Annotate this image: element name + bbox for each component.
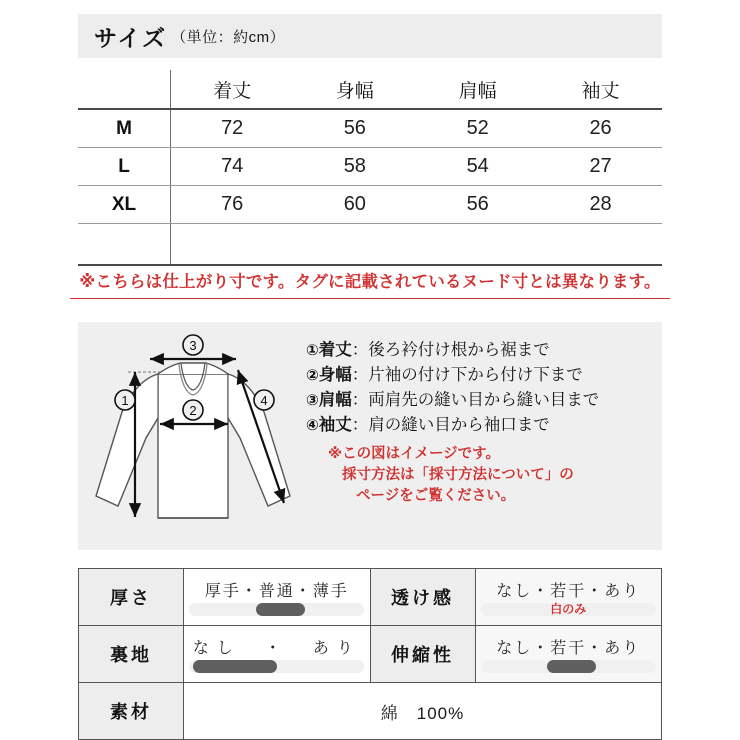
legend-sep-2: ： bbox=[351, 366, 369, 384]
spec-options-stretch: なし・若干・あり bbox=[496, 640, 641, 657]
cell-l-3: 27 bbox=[539, 148, 662, 186]
size-label-l: L bbox=[78, 148, 171, 186]
cell-m-1: 56 bbox=[293, 109, 416, 148]
legend-number-3: ③ bbox=[306, 392, 319, 409]
column-header-2: 肩幅 bbox=[416, 70, 539, 109]
spec-label-sheerness: 透け感 bbox=[370, 569, 475, 626]
table-corner-cell bbox=[78, 70, 171, 109]
cell-m-3: 26 bbox=[539, 109, 662, 148]
legend-term-3: 肩幅 bbox=[318, 391, 352, 409]
legend-term-1: 着丈 bbox=[318, 341, 352, 359]
legend-term-2: 身幅 bbox=[318, 366, 352, 384]
column-header-3: 袖丈 bbox=[539, 70, 662, 109]
cell-empty-2 bbox=[416, 224, 539, 266]
measurement-legend bbox=[306, 338, 656, 507]
diagram-disclaimer bbox=[328, 444, 656, 507]
spec-label-thickness: 厚さ bbox=[79, 569, 184, 626]
column-header-1: 身幅 bbox=[293, 70, 416, 109]
fabric-spec-table bbox=[78, 568, 662, 740]
legend-number-1: ① bbox=[306, 342, 319, 359]
table-row-empty bbox=[78, 224, 662, 266]
legend-desc-2: 片袖の付け下から付け下まで bbox=[368, 366, 583, 384]
spec-row-thickness-sheerness bbox=[79, 569, 662, 626]
spec-options-lining: なし ・ あり bbox=[192, 640, 361, 657]
cell-m-2: 52 bbox=[416, 109, 539, 148]
size-label-empty bbox=[78, 224, 171, 266]
disclaimer-line-1: ※この図はイメージです。 bbox=[328, 446, 501, 462]
long-sleeve-shirt-diagram bbox=[88, 328, 303, 544]
disclaimer-line-2: 採寸方法は「採寸方法について」の bbox=[342, 467, 574, 483]
legend-item-3 bbox=[306, 388, 656, 413]
measurement-diagram-panel bbox=[78, 322, 662, 550]
svg-text:4: 4 bbox=[260, 393, 268, 408]
legend-desc-3: 両肩先の縫い目から縫い目まで bbox=[368, 391, 600, 409]
table-row bbox=[78, 148, 662, 186]
cell-xl-3: 28 bbox=[539, 186, 662, 224]
legend-item-1 bbox=[306, 338, 656, 363]
cell-l-2: 54 bbox=[416, 148, 539, 186]
cell-empty-3 bbox=[539, 224, 662, 266]
legend-item-2 bbox=[306, 363, 656, 388]
svg-text:2: 2 bbox=[189, 403, 197, 418]
legend-sep-3: ： bbox=[351, 391, 369, 409]
spec-options-thickness: 厚手・普通・薄手 bbox=[204, 583, 349, 600]
cell-empty-1 bbox=[293, 224, 416, 266]
diagram-marker-2 bbox=[183, 400, 203, 420]
diagram-marker-3 bbox=[183, 335, 203, 355]
spec-slider-lining bbox=[189, 660, 364, 673]
diagram-marker-4 bbox=[254, 390, 274, 410]
spec-row-material bbox=[79, 683, 662, 740]
spec-label-stretch: 伸縮性 bbox=[370, 626, 475, 683]
size-measurements-table bbox=[78, 70, 662, 266]
cell-l-0: 74 bbox=[171, 148, 294, 186]
spec-label-material: 素材 bbox=[79, 683, 184, 740]
spec-value-lining bbox=[184, 626, 371, 683]
table-row bbox=[78, 109, 662, 148]
legend-sep-4: ： bbox=[351, 416, 369, 434]
spec-value-sheerness bbox=[475, 569, 662, 626]
size-label-m: M bbox=[78, 109, 171, 148]
page-title-unit: （単位：約cm） bbox=[171, 28, 286, 46]
table-row bbox=[78, 186, 662, 224]
cell-l-1: 58 bbox=[293, 148, 416, 186]
svg-text:1: 1 bbox=[121, 393, 129, 408]
legend-term-4: 袖丈 bbox=[318, 416, 352, 434]
spec-value-stretch bbox=[475, 626, 662, 683]
spec-slider-pill-lining bbox=[193, 660, 277, 673]
page-title: サイズ bbox=[94, 24, 168, 51]
legend-number-2: ② bbox=[306, 367, 319, 384]
fit-size-notice: ※こちらは仕上がり寸です。タグに記載されているヌード寸とは異なります。 bbox=[70, 268, 670, 299]
size-label-xl: XL bbox=[78, 186, 171, 224]
spec-slider-pill-stretch bbox=[547, 660, 596, 673]
legend-desc-1: 後ろ衿付け根から裾まで bbox=[368, 341, 550, 359]
legend-number-4: ④ bbox=[306, 417, 319, 434]
legend-desc-4: 肩の縫い目から袖口まで bbox=[368, 416, 550, 434]
table-header-row bbox=[78, 70, 662, 109]
legend-sep-1: ： bbox=[351, 341, 369, 359]
cell-xl-2: 56 bbox=[416, 186, 539, 224]
cell-xl-1: 60 bbox=[293, 186, 416, 224]
cell-xl-0: 76 bbox=[171, 186, 294, 224]
disclaimer-line-3: ページをご覧ください。 bbox=[356, 488, 516, 504]
legend-item-4 bbox=[306, 413, 656, 438]
spec-slider-sheerness bbox=[481, 603, 656, 616]
spec-row-lining-stretch bbox=[79, 626, 662, 683]
spec-value-material: 綿 100% bbox=[184, 683, 662, 740]
page-title-band bbox=[78, 14, 662, 58]
spec-slider-overlay-sheerness: 白のみ bbox=[550, 602, 587, 616]
spec-label-lining: 裏地 bbox=[79, 626, 184, 683]
svg-text:3: 3 bbox=[189, 338, 197, 353]
diagram-marker-1 bbox=[115, 390, 135, 410]
spec-options-sheerness: なし・若干・あり bbox=[496, 583, 641, 600]
cell-empty-0 bbox=[171, 224, 294, 266]
spec-slider-pill-thickness bbox=[256, 603, 305, 616]
column-header-0: 着丈 bbox=[171, 70, 294, 109]
spec-slider-thickness bbox=[189, 603, 364, 616]
spec-value-thickness bbox=[184, 569, 371, 626]
cell-m-0: 72 bbox=[171, 109, 294, 148]
spec-slider-stretch bbox=[481, 660, 656, 673]
